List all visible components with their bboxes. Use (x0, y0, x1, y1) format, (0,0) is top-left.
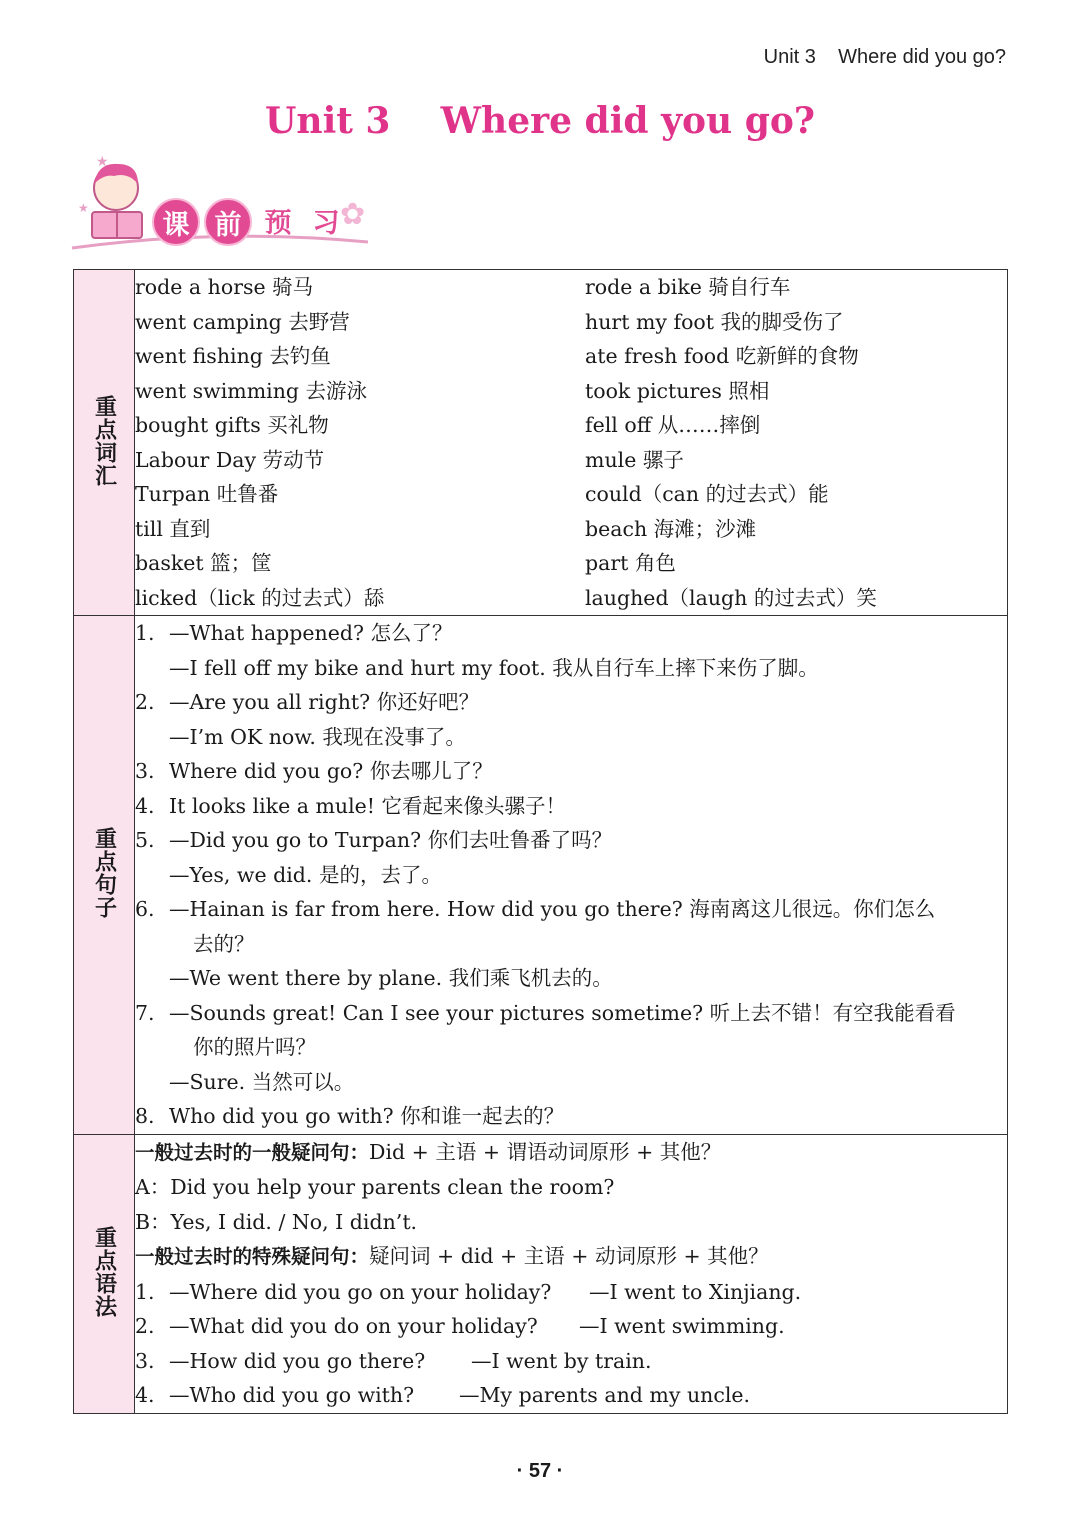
sentence-reply: —I’m OK now. 我现在没事了。 (169, 724, 466, 749)
vocab-section (74, 270, 1008, 616)
sentence-text: —Are you all right? 你还好吧？ (169, 690, 480, 714)
sentence-number: 4. (135, 793, 155, 818)
sentence-item (135, 892, 1007, 961)
example-number: 4. (135, 1383, 155, 1407)
vocab-item: went swimming 去游泳 (135, 378, 368, 403)
sentence-text-line: —Sounds great! Can I see your pictures sometime? 听上去不错！有空我能看看 (169, 1000, 956, 1025)
sentence-reply: —Yes, we did. 是的，去了。 (169, 862, 442, 887)
banner-char: 前 (204, 198, 252, 246)
sentence-text: It looks like a mule! 它看起来像头骡子！ (169, 793, 567, 818)
example-answer: —I went swimming. (579, 1314, 785, 1338)
sentence-item (135, 996, 1007, 1065)
vocab-item: Labour Day 劳动节 (135, 447, 325, 472)
vocab-item: rode a bike 骑自行车 (585, 275, 791, 299)
unit-title: Unit 3 Where did you go? (265, 100, 815, 142)
vocab-item: ate fresh food 吃新鲜的食物 (585, 344, 859, 368)
sentence-text: —Did you go to Turpan? 你们去吐鲁番了吗？ (169, 828, 613, 852)
vocab-item: licked（lick 的过去式）舔 (135, 585, 385, 610)
sentence-item (135, 823, 1007, 858)
vocab-cell (135, 270, 1008, 616)
sentence-item (135, 1099, 1007, 1134)
content-table (73, 269, 1008, 1414)
example-number: 1. (135, 1279, 155, 1304)
vocab-label-cell (74, 270, 135, 616)
sentence-text-line: —Hainan is far from here. How did you go there? 海南离这儿很远。你们怎么 (169, 897, 936, 921)
star-icon: ★ (78, 201, 89, 215)
sentence-number: 3. (135, 759, 155, 783)
grammar-label-cell (74, 1134, 135, 1413)
sentence-item (135, 685, 1007, 720)
sentence-number: 5. (135, 828, 155, 852)
page-number: · 57 · (516, 1460, 564, 1482)
grammar-formula: Did + 主语 + 谓语动词原形 + 其他？ (369, 1139, 722, 1164)
vocab-item: till 直到 (135, 516, 211, 541)
vocab-item: rode a horse 骑马 (135, 275, 314, 299)
vocab-item: hurt my foot 我的脚受伤了 (585, 309, 844, 334)
example-answer: —My parents and my uncle. (459, 1383, 751, 1407)
sentences-cell (135, 616, 1008, 1135)
vocab-item: laughed（laugh 的过去式）笑 (585, 585, 877, 610)
example-number: 3. (135, 1348, 155, 1373)
grammar-rule-2 (135, 1239, 1007, 1275)
vocab-item: bought gifts 买礼物 (135, 413, 329, 437)
vocab-item: basket 篮；筐 (135, 551, 272, 575)
grammar-cell (135, 1134, 1008, 1413)
banner-char: 课 (152, 198, 200, 246)
sentence-number: 8. (135, 1104, 155, 1128)
example-a: A：Did you help your parents clean the room? (135, 1175, 615, 1199)
flower-icon: ✿ (340, 197, 366, 232)
example-number: 2. (135, 1314, 155, 1338)
sentence-reply: —I fell off my bike and hurt my foot. 我从自行车上摔下来伤了脚。 (169, 655, 819, 680)
sentence-item (135, 789, 1007, 824)
vocab-item: beach 海滩；沙滩 (585, 516, 757, 541)
vocab-item: went fishing 去钓鱼 (135, 344, 331, 368)
sentence-reply: —Sure. 当然可以。 (169, 1069, 355, 1094)
grammar-rule-title: 一般过去时的一般疑问句： (135, 1140, 370, 1164)
sentence-text-continuation: 你的照片吗？ (193, 1035, 316, 1059)
sentence-item (135, 616, 1007, 651)
grammar-example (135, 1275, 1007, 1310)
sentence-text (169, 996, 1007, 1065)
vocab-item: could（can 的过去式）能 (585, 482, 829, 506)
vocab-item: Turpan 吐鲁番 (135, 482, 279, 506)
vocab-item: went camping 去野营 (135, 309, 350, 334)
grammar-label: 重点语法 (91, 1225, 117, 1318)
grammar-example (135, 1344, 1007, 1379)
grammar-example (135, 1378, 1007, 1413)
banner-char: 习 (312, 207, 340, 239)
example-b: B：Yes, I did. / No, I didn’t. (135, 1209, 418, 1234)
sentence-number: 6. (135, 897, 155, 921)
example-answer: —I went by train. (471, 1348, 652, 1373)
sentence-reply: —We went there by plane. 我们乘飞机去的。 (169, 966, 613, 990)
vocab-item: mule 骡子 (585, 447, 684, 472)
sentence-item (135, 754, 1007, 789)
example-question: —What did you do on your holiday? (169, 1314, 538, 1338)
vocab-item: fell off 从……摔倒 (585, 413, 761, 437)
sentence-text-continuation: 去的？ (193, 931, 255, 956)
sentence-number: 7. (135, 1000, 155, 1025)
running-header: Unit 3 Where did you go? (763, 46, 1006, 68)
sentences-label: 重点句子 (91, 826, 117, 919)
grammar-formula: 疑问词 + did + 主语 + 动词原形 + 其他？ (369, 1244, 769, 1268)
vocab-left-column (135, 270, 585, 615)
banner-char: 预 (264, 207, 292, 239)
vocab-label: 重点词汇 (91, 394, 117, 487)
vocab-item: took pictures 照相 (585, 378, 770, 403)
grammar-rule-1 (135, 1135, 1007, 1171)
vocab-grid (135, 270, 1007, 615)
grammar-example (135, 1309, 1007, 1344)
grammar-section (74, 1134, 1008, 1413)
vocab-item: part 角色 (585, 551, 676, 575)
preview-banner (152, 198, 348, 246)
example-question: —How did you go there? (169, 1348, 426, 1373)
sentences-label-cell (74, 616, 135, 1135)
example-question: —Where did you go on your holiday? (169, 1279, 552, 1304)
star-icon: ★ (96, 154, 109, 170)
sentence-text: —What happened? 怎么了？ (169, 621, 453, 645)
sentence-text (169, 892, 1007, 961)
sentence-number: 2. (135, 690, 155, 714)
sentences-section (74, 616, 1008, 1135)
grammar-rule-title: 一般过去时的特殊疑问句： (135, 1245, 370, 1268)
example-answer: —I went to Xinjiang. (589, 1279, 802, 1304)
example-question: —Who did you go with? (169, 1383, 415, 1407)
vocab-right-column (585, 270, 1007, 615)
sentence-text: Where did you go? 你去哪儿了？ (169, 759, 493, 783)
sentence-text: Who did you go with? 你和谁一起去的？ (169, 1104, 565, 1128)
sentence-number: 1. (135, 621, 155, 645)
